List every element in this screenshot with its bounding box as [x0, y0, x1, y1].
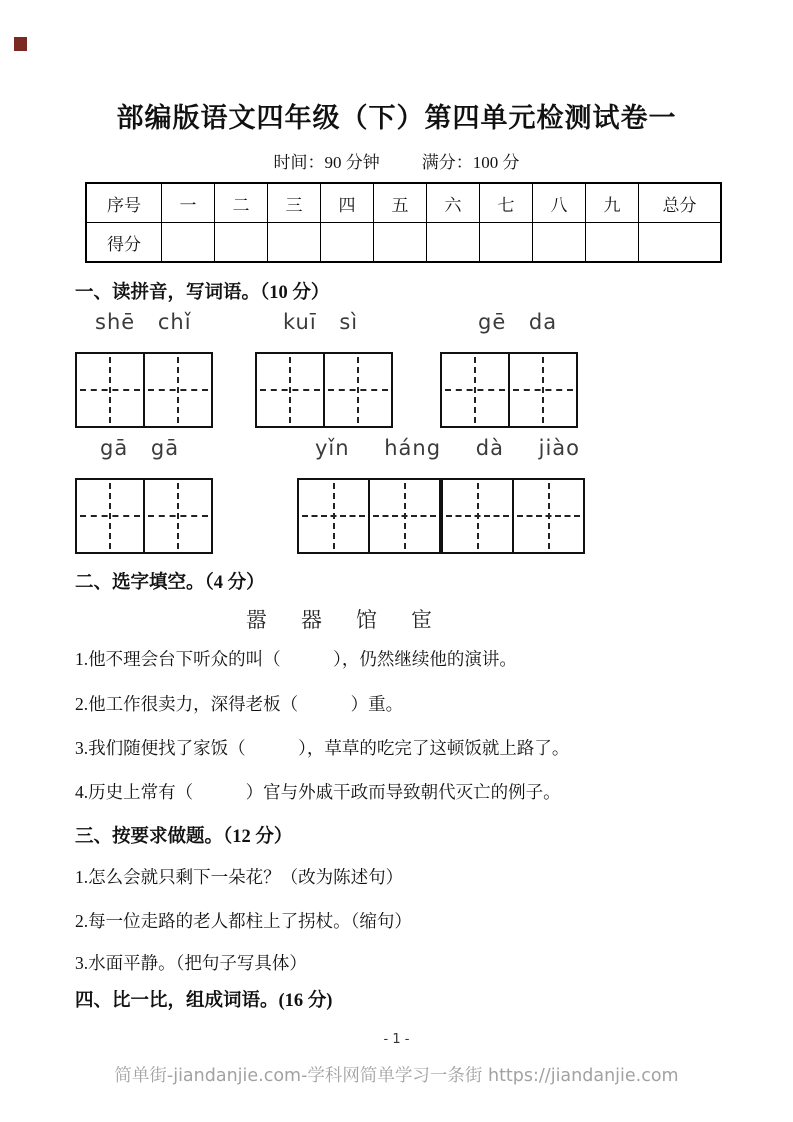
tianzige-cell	[512, 480, 583, 552]
section4-heading: 四、比一比，组成词语。(16 分)	[75, 991, 333, 1011]
choice-character: 馆	[356, 608, 377, 632]
score-table-score-row	[86, 223, 721, 263]
tianzige-group	[255, 352, 393, 428]
score-cell	[427, 223, 480, 263]
section2-heading: 二、选字填空。（4 分）	[75, 573, 265, 593]
rewrite-item: 2.每一位走路的老人都柱上了拐杖。（缩句）	[75, 911, 412, 931]
score-cell	[321, 223, 374, 263]
score-cell	[374, 223, 427, 263]
tianzige-group	[75, 352, 213, 428]
page-title: 部编版语文四年级（下）第四单元检测试卷一	[116, 103, 677, 133]
table-header-cell: 一	[162, 183, 215, 223]
score-row-label: 得分	[86, 223, 162, 263]
rewrite-item: 1.怎么会就只剩下一朵花？（改为陈述句）	[75, 867, 404, 887]
fill-blank-item: 1.他不理会台下听众的叫（ ），仍然继续他的演讲。	[75, 649, 517, 669]
section3-heading: 三、按要求做题。（12 分）	[75, 827, 293, 847]
table-header-cell: 三	[268, 183, 321, 223]
table-header-cell: 五	[374, 183, 427, 223]
tianzige-cell	[77, 354, 143, 426]
page-number: - 1 -	[383, 1032, 410, 1047]
choice-character: 器	[301, 608, 322, 632]
tianzige-cell	[323, 354, 391, 426]
section1-heading: 一、读拼音，写词语。（10 分）	[75, 283, 330, 303]
tianzige-group	[297, 478, 585, 554]
score-cell	[586, 223, 639, 263]
tianzige-group	[440, 352, 578, 428]
table-header-cell: 四	[321, 183, 374, 223]
score-cell	[268, 223, 321, 263]
table-header-cell: 二	[215, 183, 268, 223]
pinyin-label: gē da	[478, 310, 558, 334]
full-score-label: 满分：100 分	[421, 153, 520, 172]
pinyin-label: shē chǐ	[95, 310, 192, 334]
score-table-header-row	[86, 183, 721, 223]
score-table	[85, 182, 722, 263]
fill-blank-item: 4.历史上常有（ ）官与外戚干政而导致朝代灭亡的例子。	[75, 782, 561, 802]
score-cell	[162, 223, 215, 263]
table-header-cell: 九	[586, 183, 639, 223]
score-cell	[639, 223, 722, 263]
choice-character: 宦	[411, 608, 432, 632]
fill-blank-item: 2.他工作很卖力，深得老板（ ）重。	[75, 694, 404, 714]
footer-site-line: 简单街-jiandanjie.com-学科网简单学习一条街 https://jiandanjie.com	[114, 1066, 679, 1086]
pinyin-label: gā gā	[100, 436, 180, 460]
tianzige-cell	[299, 480, 368, 552]
score-cell	[533, 223, 586, 263]
tianzige-cell	[77, 480, 143, 552]
pinyin-label: yǐn háng dà jiào	[315, 436, 580, 460]
tianzige-cell	[143, 354, 211, 426]
table-header-cell: 序号	[86, 183, 162, 223]
pinyin-label: kuī sì	[283, 310, 359, 334]
score-cell	[215, 223, 268, 263]
character-choices	[246, 604, 432, 634]
tianzige-cell	[442, 354, 508, 426]
table-header-cell: 七	[480, 183, 533, 223]
tianzige-cell	[257, 354, 323, 426]
choice-character: 嚣	[246, 608, 267, 632]
table-header-cell: 八	[533, 183, 586, 223]
tianzige-cell	[143, 480, 211, 552]
table-header-cell: 总分	[639, 183, 722, 223]
table-header-cell: 六	[427, 183, 480, 223]
tianzige-cell	[508, 354, 576, 426]
score-cell	[480, 223, 533, 263]
fill-blank-item: 3.我们随便找了家饭（ ），草草的吃完了这顿饭就上路了。	[75, 738, 570, 758]
tianzige-cell	[439, 480, 512, 552]
corner-mark	[14, 37, 27, 51]
rewrite-item: 3.水面平静。（把句子写具体）	[75, 953, 307, 973]
tianzige-group	[75, 478, 213, 554]
time-label: 时间：90 分钟	[273, 153, 380, 172]
tianzige-cell	[368, 480, 439, 552]
exam-meta	[0, 148, 793, 173]
